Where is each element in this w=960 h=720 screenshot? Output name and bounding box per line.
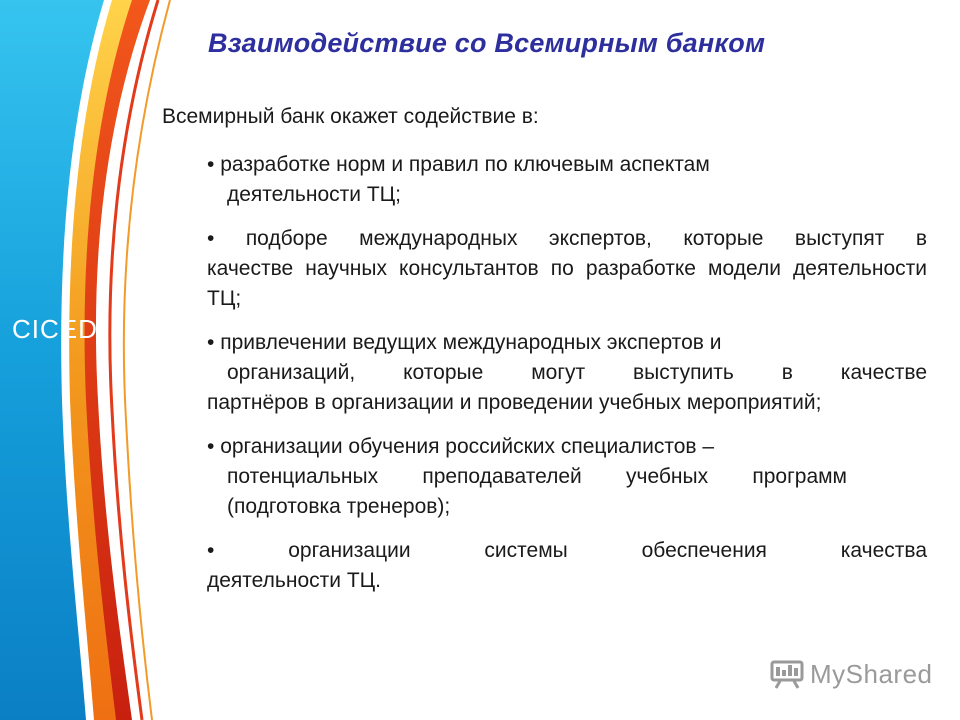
slide-title: Взаимодействие со Всемирным банком [208, 28, 766, 58]
bullet-list [207, 150, 927, 610]
bullet-line: организации обучения российских специалистов – [220, 435, 715, 458]
bullet-item-4 [207, 432, 927, 522]
bullet-continuation: деятельности ТЦ. [207, 569, 382, 592]
bullet-line: привлечении ведущих международных экспертов и [220, 331, 722, 354]
bullet-marker: • [207, 539, 215, 562]
bullet-item-5 [207, 536, 927, 596]
bullet-marker: • [207, 227, 215, 250]
bullet-continuation: деятельности ТЦ; [227, 183, 402, 206]
bullet-item-1 [207, 150, 927, 210]
presentation-board-icon [770, 659, 804, 689]
bullet-item-3 [207, 328, 927, 418]
intro-text: Всемирный банк окажет содействие в: [162, 105, 539, 128]
bullet-item-2 [207, 224, 927, 314]
bullet-marker: • [207, 435, 215, 458]
bullet-line: организации системы обеспечения качества [288, 539, 927, 562]
watermark-text: MyShared [810, 658, 933, 689]
bullet-continuation: партнёров в организации и проведении учебных мероприятий; [207, 391, 822, 414]
bullet-line: разработке норм и правил по ключевым аспектам [220, 153, 710, 176]
bullet-marker: • [207, 331, 215, 354]
bullet-continuation-indented: организаций, которые могут выступить в качестве [227, 361, 927, 384]
bullet-continuation: качестве научных консультантов по разработке модели деятельности ТЦ; [207, 257, 927, 310]
bullet-line: подборе международных экспертов, которые выступят в [245, 227, 927, 250]
myshared-watermark [770, 654, 933, 694]
bullet-continuation: потенциальных преподавателей учебных программ (подготовка тренеров); [227, 465, 847, 518]
ciced-logo: CICED [12, 314, 98, 344]
bullet-marker: • [207, 153, 215, 176]
